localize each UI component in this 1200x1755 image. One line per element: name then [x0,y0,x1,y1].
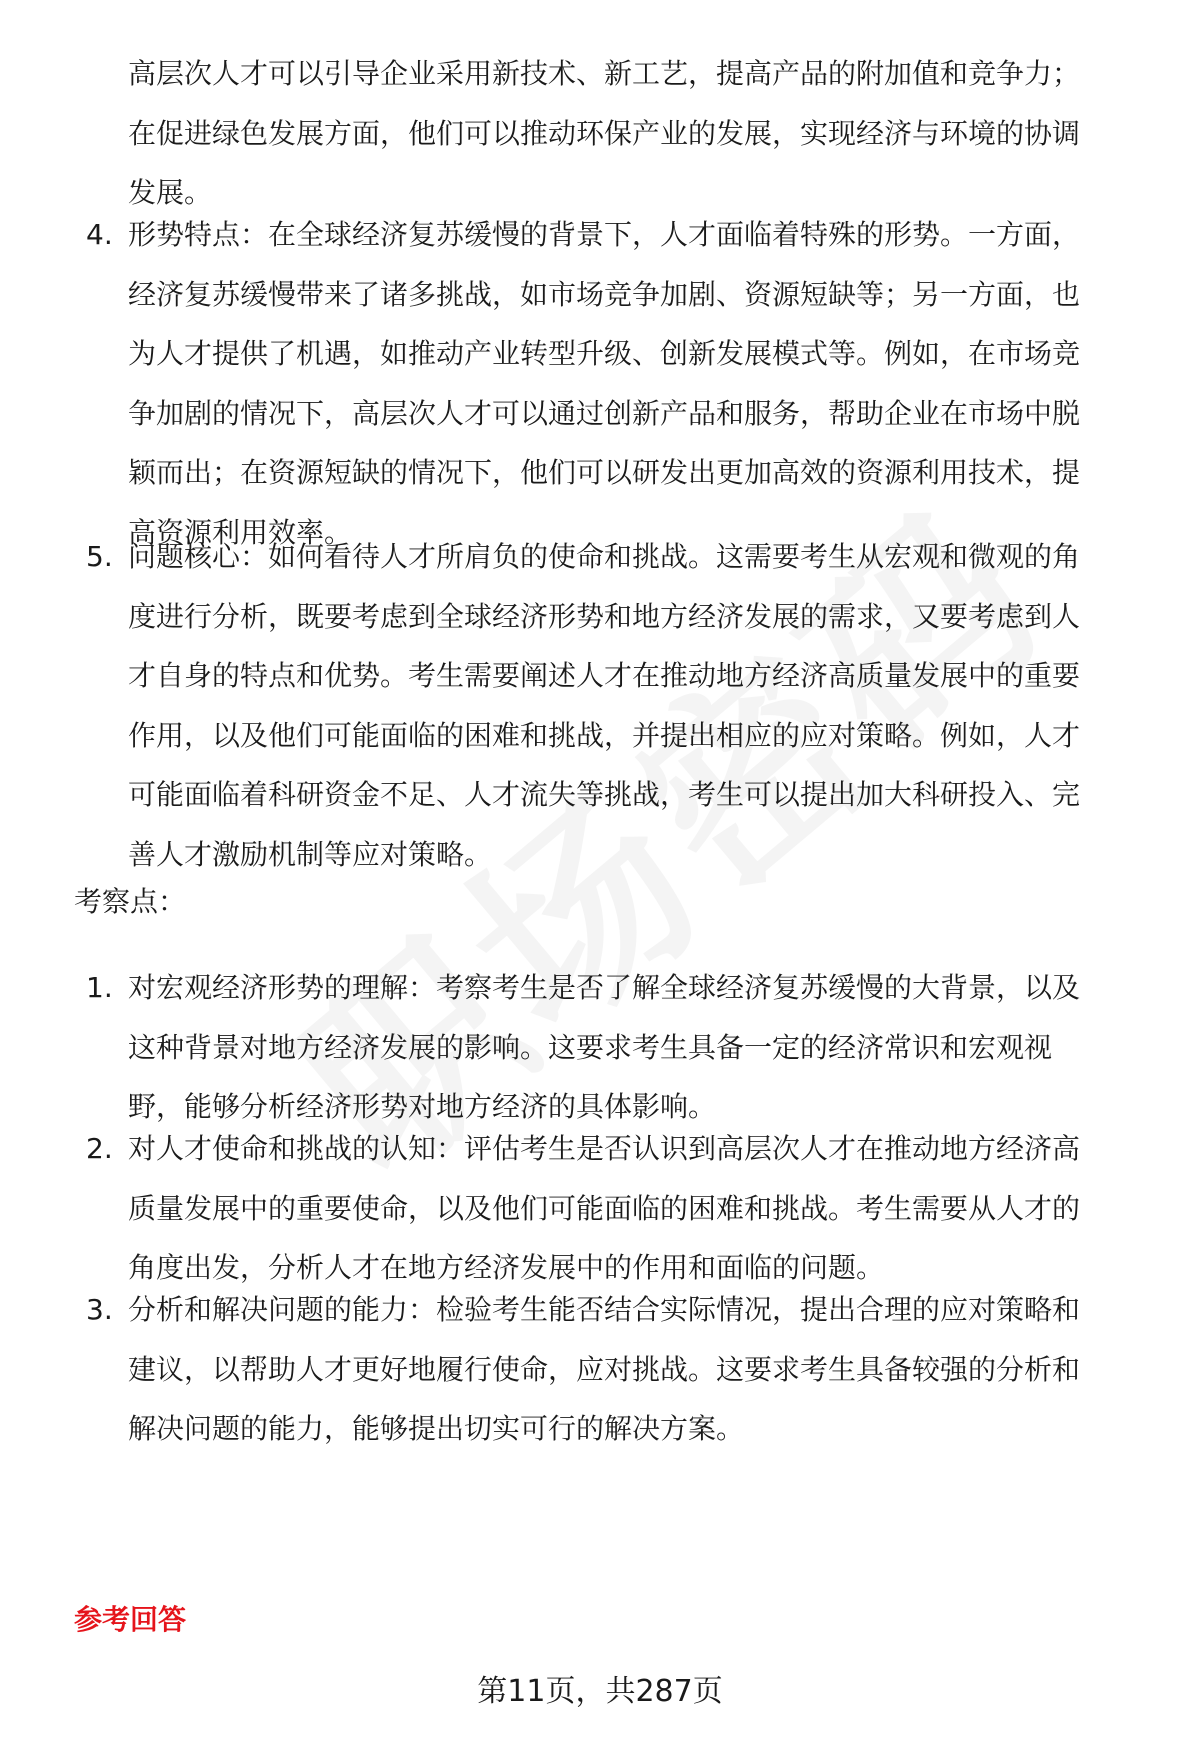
text-line: 高层次人才可以引导企业采用新技术、新工艺，提高产品的附加值和竞争力； [128,57,1081,90]
list-number: 2. [86,1132,113,1165]
text-line: 经济复苏缓慢带来了诸多挑战，如市场竞争加剧、资源短缺等；另一方面，也 [128,277,1081,311]
text-line: 才自身的特点和优势。考生需要阐述人才在推动地方经济高质量发展中的重要 [128,659,1081,692]
text-line: 形势特点：在全球经济复苏缓慢的背景下，人才面临着特殊的形势。一方面， [128,218,1081,251]
text-line: 可能面临着科研资金不足、人才流失等挑战，考生可以提出加大科研投入、完 [128,778,1081,811]
page-number: 第11页，共287页 [477,1674,723,1709]
text-line: 为人才提供了机遇，如推动产业转型升级、创新发展模式等。例如，在市场竞 [128,337,1081,370]
text-line: 野，能够分析经济形势对地方经济的具体影响。 [128,1090,717,1123]
list-number: 1. [86,971,113,1004]
text-line: 善人才激励机制等应对策略。 [128,837,493,871]
text-line: 分析和解决问题的能力：检验考生能否结合实际情况，提出合理的应对策略和 [128,1293,1081,1326]
text-line: 这种背景对地方经济发展的影响。这要求考生具备一定的经济常识和宏观视 [128,1030,1053,1064]
reference-answer-heading: 参考回答 [74,1603,187,1636]
text-line: 高资源利用效率。 [128,515,353,549]
text-line: 颖而出；在资源短缺的情况下，他们可以研发出更加高效的资源利用技术，提 [128,456,1081,489]
text-line: 对人才使命和挑战的认知：评估考生是否认识到高层次人才在推动地方经济高 [128,1132,1081,1165]
list-item-text [128,958,1148,1137]
list-item-text [128,1119,1148,1298]
list-number: 3. [86,1293,113,1326]
text-line: 发展。 [128,176,213,209]
text-line: 质量发展中的重要使命，以及他们可能面临的困难和挑战。考生需要从人才的 [128,1191,1081,1225]
text-line: 解决问题的能力，能够提出切实可行的解决方案。 [128,1412,745,1445]
list-number: 5. [86,540,113,573]
text-line: 在促进绿色发展方面，他们可以推动环保产业的发展，实现经济与环境的协调 [128,116,1081,150]
list-item-text [128,527,1148,884]
text-line: 角度出发，分析人才在地方经济发展中的作用和面临的问题。 [128,1251,885,1284]
text-line: 建议，以帮助人才更好地履行使命，应对挑战。这要求考生具备较强的分析和 [128,1352,1081,1386]
list-item-text [128,1280,1148,1459]
text-line: 作用，以及他们可能面临的困难和挑战，并提出相应的应对策略。例如，人才 [128,718,1081,752]
text-line: 对宏观经济形势的理解：考察考生是否了解全球经济复苏缓慢的大背景，以及 [128,971,1081,1004]
text-line: 问题核心：如何看待人才所肩负的使命和挑战。这需要考生从宏观和微观的角 [128,540,1081,573]
text-line: 争加剧的情况下，高层次人才可以通过创新产品和服务，帮助企业在市场中脱 [128,396,1081,430]
list-number: 4. [86,218,113,251]
text-line: 度进行分析，既要考虑到全球经济形势和地方经济发展的需求，又要考虑到人 [128,599,1081,633]
list-item-text [128,205,1148,562]
intro-continuation [128,44,1148,223]
assessment-heading: 考察点： [74,885,187,918]
